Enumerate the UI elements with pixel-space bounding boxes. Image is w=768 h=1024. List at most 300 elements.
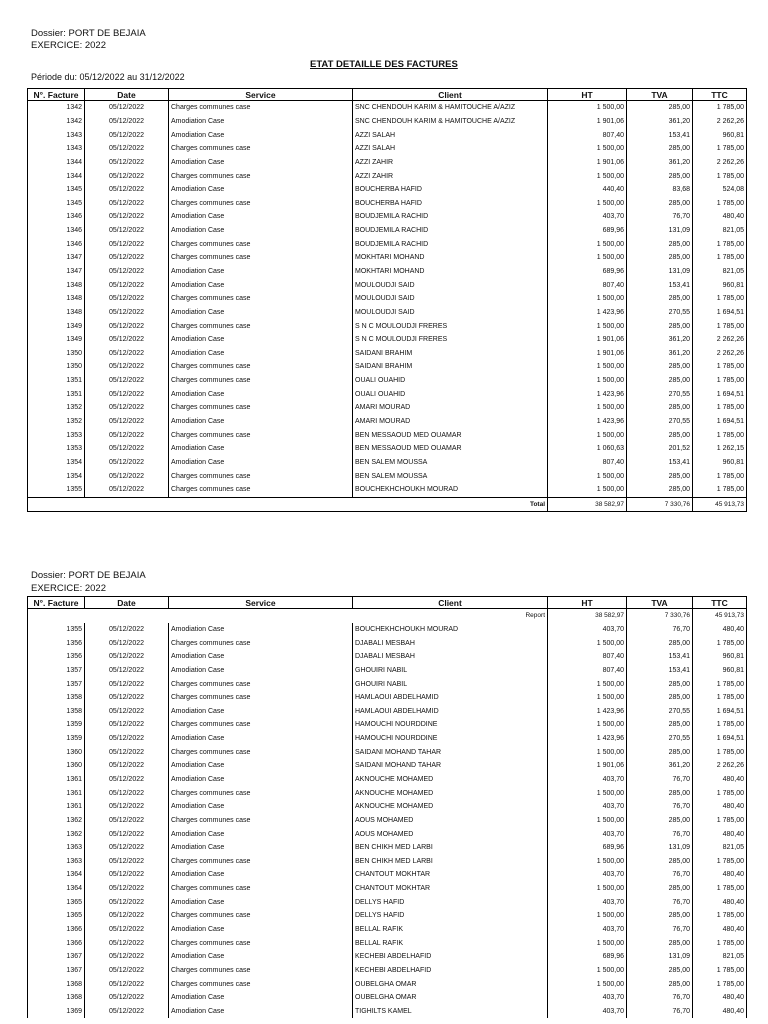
service: Amodiation Case <box>169 800 353 814</box>
ht-amount: 1 500,00 <box>548 428 627 442</box>
table-row <box>28 101 747 115</box>
tva-amount: 270,55 <box>627 415 693 429</box>
table-row <box>28 923 747 937</box>
ttc-amount: 1 785,00 <box>693 636 747 650</box>
ttc-amount: 480,40 <box>693 895 747 909</box>
client: BELLAL RAFIK <box>353 936 548 950</box>
tva-amount: 153,41 <box>627 664 693 678</box>
facture-number: 1357 <box>28 664 85 678</box>
client: BEN CHIKH MED LARBI <box>353 841 548 855</box>
service: Amodiation Case <box>169 183 353 197</box>
ttc-amount: 1 785,00 <box>693 169 747 183</box>
service: Amodiation Case <box>169 415 353 429</box>
client: HAMOUCHI NOURDDINE <box>353 732 548 746</box>
tva-amount: 285,00 <box>627 374 693 388</box>
facture-number: 1358 <box>28 691 85 705</box>
service: Charges communes case <box>169 977 353 991</box>
client: S N C MOULOUDJI FRERES <box>353 333 548 347</box>
ht-amount: 403,70 <box>548 923 627 937</box>
facture-number: 1363 <box>28 841 85 855</box>
ttc-amount: 960,81 <box>693 664 747 678</box>
facture-number: 1348 <box>28 278 85 292</box>
ht-amount: 689,96 <box>548 841 627 855</box>
service: Charges communes case <box>169 855 353 869</box>
ttc-amount: 1 785,00 <box>693 936 747 950</box>
table-row <box>28 415 747 429</box>
service: Amodiation Case <box>169 841 353 855</box>
table-row <box>28 387 747 401</box>
ht-amount: 403,70 <box>548 773 627 787</box>
service: Charges communes case <box>169 483 353 497</box>
tva-amount: 83,68 <box>627 183 693 197</box>
facture-number: 1352 <box>28 401 85 415</box>
table-row <box>28 428 747 442</box>
dossier-label: Dossier: PORT DE BEJAIA <box>31 28 146 39</box>
service: Charges communes case <box>169 786 353 800</box>
service: Amodiation Case <box>169 224 353 238</box>
table-row <box>28 650 747 664</box>
client: KECHEBI ABDELHAFID <box>353 964 548 978</box>
table-row <box>28 237 747 251</box>
facture-number: 1357 <box>28 677 85 691</box>
facture-number: 1349 <box>28 319 85 333</box>
service: Amodiation Case <box>169 210 353 224</box>
tva-amount: 285,00 <box>627 636 693 650</box>
ttc-amount: 960,81 <box>693 278 747 292</box>
date: 05/12/2022 <box>85 868 169 882</box>
table-row <box>28 691 747 705</box>
tva-amount: 285,00 <box>627 855 693 869</box>
col-facture: N°. Facture <box>28 597 85 609</box>
ht-amount: 403,70 <box>548 991 627 1005</box>
date: 05/12/2022 <box>85 456 169 470</box>
table-row <box>28 786 747 800</box>
ht-amount: 1 423,96 <box>548 387 627 401</box>
client: TIGHILTS KAMEL <box>353 1005 548 1019</box>
tva-amount: 270,55 <box>627 732 693 746</box>
table-row <box>28 773 747 787</box>
facture-number: 1353 <box>28 428 85 442</box>
date: 05/12/2022 <box>85 224 169 238</box>
table-row <box>28 718 747 732</box>
ht-amount: 1 901,06 <box>548 347 627 361</box>
tva-amount: 285,00 <box>627 936 693 950</box>
service: Charges communes case <box>169 964 353 978</box>
date: 05/12/2022 <box>85 677 169 691</box>
facture-number: 1356 <box>28 650 85 664</box>
tva-amount: 76,70 <box>627 827 693 841</box>
tva-amount: 153,41 <box>627 128 693 142</box>
table-row <box>28 374 747 388</box>
client: OUALI OUAHID <box>353 374 548 388</box>
ttc-amount: 1 785,00 <box>693 977 747 991</box>
ht-amount: 403,70 <box>548 800 627 814</box>
date: 05/12/2022 <box>85 169 169 183</box>
ht-amount: 1 500,00 <box>548 360 627 374</box>
ht-amount: 403,70 <box>548 868 627 882</box>
service: Charges communes case <box>169 636 353 650</box>
facture-number: 1354 <box>28 469 85 483</box>
ht-amount: 807,40 <box>548 664 627 678</box>
service: Charges communes case <box>169 909 353 923</box>
facture-number: 1358 <box>28 704 85 718</box>
client: SAIDANI BRAHIM <box>353 347 548 361</box>
service: Amodiation Case <box>169 306 353 320</box>
ht-amount: 1 901,06 <box>548 156 627 170</box>
facture-number: 1353 <box>28 442 85 456</box>
tva-amount: 285,00 <box>627 909 693 923</box>
client: BELLAL RAFIK <box>353 923 548 937</box>
ttc-amount: 480,40 <box>693 800 747 814</box>
table-row <box>28 759 747 773</box>
date: 05/12/2022 <box>85 827 169 841</box>
ttc-amount: 1 694,51 <box>693 415 747 429</box>
ttc-amount: 1 785,00 <box>693 237 747 251</box>
date: 05/12/2022 <box>85 964 169 978</box>
table-row <box>28 977 747 991</box>
date: 05/12/2022 <box>85 306 169 320</box>
ttc-amount: 1 262,15 <box>693 442 747 456</box>
service: Charges communes case <box>169 319 353 333</box>
tva-amount: 76,70 <box>627 800 693 814</box>
facture-number: 1350 <box>28 347 85 361</box>
client: BEN SALEM MOUSSA <box>353 469 548 483</box>
client: DELLYS HAFID <box>353 909 548 923</box>
table-row <box>28 950 747 964</box>
service: Amodiation Case <box>169 278 353 292</box>
service: Charges communes case <box>169 428 353 442</box>
date: 05/12/2022 <box>85 745 169 759</box>
ht-amount: 1 901,06 <box>548 115 627 129</box>
tva-amount: 76,70 <box>627 623 693 637</box>
facture-number: 1346 <box>28 224 85 238</box>
date: 05/12/2022 <box>85 718 169 732</box>
total-row <box>28 497 747 512</box>
ttc-amount: 1 785,00 <box>693 691 747 705</box>
client: HAMLAOUI ABDELHAMID <box>353 691 548 705</box>
ht-amount: 1 500,00 <box>548 251 627 265</box>
facture-number: 1365 <box>28 895 85 909</box>
service: Amodiation Case <box>169 895 353 909</box>
ht-amount: 1 901,06 <box>548 333 627 347</box>
table-row <box>28 964 747 978</box>
ht-amount: 1 901,06 <box>548 759 627 773</box>
date: 05/12/2022 <box>85 623 169 637</box>
total-label: Total <box>28 497 548 512</box>
tva-amount: 131,09 <box>627 950 693 964</box>
report-ttc: 45 913,73 <box>693 609 747 623</box>
table-row <box>28 745 747 759</box>
tva-amount: 285,00 <box>627 196 693 210</box>
ttc-amount: 1 785,00 <box>693 374 747 388</box>
client: MOKHTARI MOHAND <box>353 265 548 279</box>
service: Amodiation Case <box>169 950 353 964</box>
col-ht: HT <box>548 89 627 101</box>
ttc-amount: 960,81 <box>693 128 747 142</box>
facture-number: 1361 <box>28 800 85 814</box>
col-ht: HT <box>548 597 627 609</box>
ht-amount: 1 500,00 <box>548 469 627 483</box>
client: BEN MESSAOUD MED OUAMAR <box>353 428 548 442</box>
ttc-amount: 1 785,00 <box>693 319 747 333</box>
ttc-amount: 2 262,26 <box>693 156 747 170</box>
ht-amount: 1 500,00 <box>548 483 627 497</box>
date: 05/12/2022 <box>85 773 169 787</box>
date: 05/12/2022 <box>85 841 169 855</box>
exercice-label-page2: EXERCICE: 2022 <box>31 583 106 594</box>
date: 05/12/2022 <box>85 333 169 347</box>
date: 05/12/2022 <box>85 387 169 401</box>
tva-amount: 285,00 <box>627 319 693 333</box>
ttc-amount: 1 785,00 <box>693 101 747 115</box>
service: Amodiation Case <box>169 732 353 746</box>
tva-amount: 285,00 <box>627 718 693 732</box>
client: AZZI ZAHIR <box>353 169 548 183</box>
ttc-amount: 524,08 <box>693 183 747 197</box>
service: Charges communes case <box>169 691 353 705</box>
client: AOUS MOHAMED <box>353 814 548 828</box>
client: DELLYS HAFID <box>353 895 548 909</box>
tva-amount: 285,00 <box>627 360 693 374</box>
client: OUALI OUAHID <box>353 387 548 401</box>
table-header-row <box>28 89 747 101</box>
facture-number: 1346 <box>28 237 85 251</box>
date: 05/12/2022 <box>85 950 169 964</box>
client: MOULOUDJI SAID <box>353 278 548 292</box>
col-service: Service <box>169 597 353 609</box>
client: SNC CHENDOUH KARIM & HAMITOUCHE A/AZIZ <box>353 101 548 115</box>
ttc-amount: 2 262,26 <box>693 333 747 347</box>
ht-amount: 1 423,96 <box>548 704 627 718</box>
col-facture: N°. Facture <box>28 89 85 101</box>
ht-amount: 1 500,00 <box>548 169 627 183</box>
ttc-amount: 1 785,00 <box>693 882 747 896</box>
table-row <box>28 1005 747 1019</box>
ttc-amount: 1 785,00 <box>693 251 747 265</box>
ht-amount: 1 500,00 <box>548 882 627 896</box>
invoice-table-page1 <box>27 88 747 512</box>
table-row <box>28 169 747 183</box>
client: BOUDJEMILA RACHID <box>353 224 548 238</box>
table-row <box>28 814 747 828</box>
tva-amount: 285,00 <box>627 814 693 828</box>
ht-amount: 1 500,00 <box>548 909 627 923</box>
service: Charges communes case <box>169 101 353 115</box>
facture-number: 1361 <box>28 773 85 787</box>
facture-number: 1364 <box>28 882 85 896</box>
ttc-amount: 1 785,00 <box>693 786 747 800</box>
date: 05/12/2022 <box>85 442 169 456</box>
tva-amount: 285,00 <box>627 977 693 991</box>
client: SAIDANI MOHAND TAHAR <box>353 759 548 773</box>
tva-amount: 361,20 <box>627 347 693 361</box>
date: 05/12/2022 <box>85 759 169 773</box>
facture-number: 1349 <box>28 333 85 347</box>
service: Amodiation Case <box>169 333 353 347</box>
date: 05/12/2022 <box>85 278 169 292</box>
facture-number: 1347 <box>28 265 85 279</box>
table-row <box>28 210 747 224</box>
col-client: Client <box>353 597 548 609</box>
client: BOUDJEMILA RACHID <box>353 210 548 224</box>
date: 05/12/2022 <box>85 977 169 991</box>
date: 05/12/2022 <box>85 991 169 1005</box>
service: Amodiation Case <box>169 387 353 401</box>
service: Amodiation Case <box>169 923 353 937</box>
tva-amount: 285,00 <box>627 786 693 800</box>
client: OUBELGHA OMAR <box>353 977 548 991</box>
facture-number: 1362 <box>28 814 85 828</box>
facture-number: 1345 <box>28 183 85 197</box>
ttc-amount: 1 785,00 <box>693 196 747 210</box>
table-row <box>28 991 747 1005</box>
facture-number: 1347 <box>28 251 85 265</box>
date: 05/12/2022 <box>85 183 169 197</box>
col-tva: TVA <box>627 89 693 101</box>
ht-amount: 1 500,00 <box>548 196 627 210</box>
ttc-amount: 821,05 <box>693 841 747 855</box>
date: 05/12/2022 <box>85 237 169 251</box>
ht-amount: 1 500,00 <box>548 977 627 991</box>
facture-number: 1342 <box>28 115 85 129</box>
date: 05/12/2022 <box>85 142 169 156</box>
date: 05/12/2022 <box>85 483 169 497</box>
service: Amodiation Case <box>169 650 353 664</box>
tva-amount: 285,00 <box>627 428 693 442</box>
service: Amodiation Case <box>169 156 353 170</box>
service: Charges communes case <box>169 718 353 732</box>
ht-amount: 1 423,96 <box>548 732 627 746</box>
date: 05/12/2022 <box>85 401 169 415</box>
ttc-amount: 960,81 <box>693 650 747 664</box>
table-row <box>28 704 747 718</box>
facture-number: 1355 <box>28 483 85 497</box>
report-ht: 38 582,97 <box>548 609 627 623</box>
facture-number: 1356 <box>28 636 85 650</box>
client: GHOUIRI NABIL <box>353 677 548 691</box>
date: 05/12/2022 <box>85 128 169 142</box>
facture-number: 1359 <box>28 718 85 732</box>
ttc-amount: 480,40 <box>693 623 747 637</box>
facture-number: 1351 <box>28 387 85 401</box>
tva-amount: 270,55 <box>627 306 693 320</box>
facture-number: 1348 <box>28 292 85 306</box>
ht-amount: 1 500,00 <box>548 319 627 333</box>
ht-amount: 1 500,00 <box>548 636 627 650</box>
ttc-amount: 1 694,51 <box>693 704 747 718</box>
table-row <box>28 224 747 238</box>
service: Amodiation Case <box>169 773 353 787</box>
ttc-amount: 1 785,00 <box>693 855 747 869</box>
ht-amount: 403,70 <box>548 827 627 841</box>
date: 05/12/2022 <box>85 732 169 746</box>
date: 05/12/2022 <box>85 360 169 374</box>
date: 05/12/2022 <box>85 319 169 333</box>
table-row <box>28 278 747 292</box>
client: HAMLAOUI ABDELHAMID <box>353 704 548 718</box>
service: Charges communes case <box>169 401 353 415</box>
client: MOULOUDJI SAID <box>353 292 548 306</box>
ttc-amount: 1 785,00 <box>693 814 747 828</box>
ht-amount: 1 500,00 <box>548 401 627 415</box>
tva-amount: 285,00 <box>627 251 693 265</box>
table-row <box>28 841 747 855</box>
invoice-table-page2 <box>27 596 747 1018</box>
date: 05/12/2022 <box>85 265 169 279</box>
date: 05/12/2022 <box>85 895 169 909</box>
ht-amount: 807,40 <box>548 650 627 664</box>
date: 05/12/2022 <box>85 469 169 483</box>
facture-number: 1360 <box>28 759 85 773</box>
service: Amodiation Case <box>169 456 353 470</box>
facture-number: 1359 <box>28 732 85 746</box>
facture-number: 1346 <box>28 210 85 224</box>
ttc-amount: 1 785,00 <box>693 360 747 374</box>
client: BOUCHEKHCHOUKH MOURAD <box>353 483 548 497</box>
client: MOKHTARI MOHAND <box>353 251 548 265</box>
ttc-amount: 480,40 <box>693 210 747 224</box>
ht-amount: 1 423,96 <box>548 415 627 429</box>
facture-number: 1355 <box>28 623 85 637</box>
col-client: Client <box>353 89 548 101</box>
tva-amount: 285,00 <box>627 101 693 115</box>
date: 05/12/2022 <box>85 800 169 814</box>
tva-amount: 131,09 <box>627 224 693 238</box>
tva-amount: 285,00 <box>627 401 693 415</box>
date: 05/12/2022 <box>85 374 169 388</box>
ht-amount: 403,70 <box>548 210 627 224</box>
table-row <box>28 183 747 197</box>
tva-amount: 361,20 <box>627 115 693 129</box>
ttc-amount: 480,40 <box>693 1005 747 1019</box>
table-row <box>28 868 747 882</box>
client: CHANTOUT MOKHTAR <box>353 882 548 896</box>
client: AKNOUCHE MOHAMED <box>353 773 548 787</box>
ttc-amount: 1 694,51 <box>693 387 747 401</box>
table-row <box>28 469 747 483</box>
date: 05/12/2022 <box>85 251 169 265</box>
facture-number: 1352 <box>28 415 85 429</box>
tva-amount: 201,52 <box>627 442 693 456</box>
table-row <box>28 623 747 637</box>
dossier-label-page2: Dossier: PORT DE BEJAIA <box>31 570 146 581</box>
client: GHOUIRI NABIL <box>353 664 548 678</box>
ht-amount: 403,70 <box>548 1005 627 1019</box>
ttc-amount: 1 694,51 <box>693 306 747 320</box>
ht-amount: 689,96 <box>548 950 627 964</box>
service: Charges communes case <box>169 196 353 210</box>
client: CHANTOUT MOKHTAR <box>353 868 548 882</box>
facture-number: 1343 <box>28 142 85 156</box>
ht-amount: 440,40 <box>548 183 627 197</box>
table-row <box>28 156 747 170</box>
service: Charges communes case <box>169 882 353 896</box>
ttc-amount: 480,40 <box>693 923 747 937</box>
table-row <box>28 936 747 950</box>
ttc-amount: 480,40 <box>693 991 747 1005</box>
ht-amount: 1 500,00 <box>548 237 627 251</box>
client: BEN MESSAOUD MED OUAMAR <box>353 442 548 456</box>
date: 05/12/2022 <box>85 115 169 129</box>
ht-amount: 1 500,00 <box>548 745 627 759</box>
ht-amount: 403,70 <box>548 895 627 909</box>
client: BEN SALEM MOUSSA <box>353 456 548 470</box>
tva-amount: 285,00 <box>627 469 693 483</box>
table-row <box>28 128 747 142</box>
facture-number: 1343 <box>28 128 85 142</box>
col-date: Date <box>85 89 169 101</box>
facture-number: 1351 <box>28 374 85 388</box>
